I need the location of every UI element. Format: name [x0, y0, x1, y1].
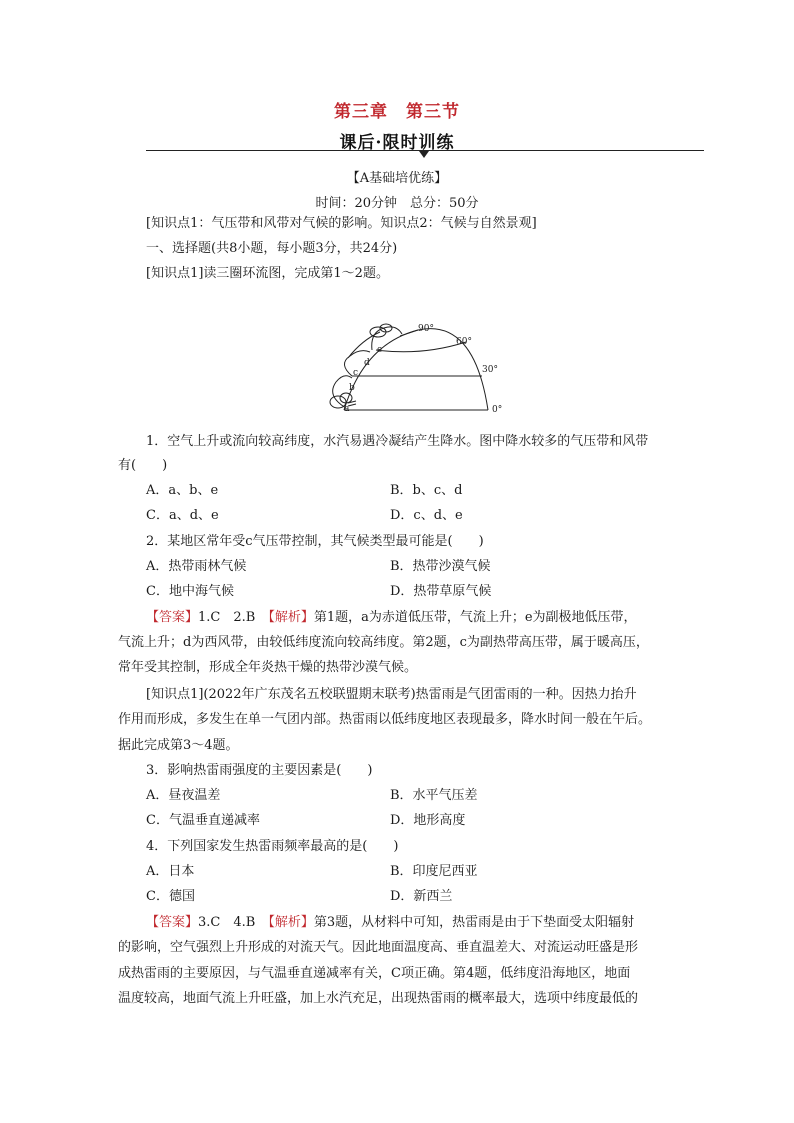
- point-label-d: d: [364, 358, 370, 368]
- point-label-e: e: [377, 345, 383, 355]
- point-label-b: b: [349, 383, 355, 393]
- analysis-3-4-line4: 温度较高，地面气流上升旺盛，加上水汽充足，出现热雷雨的概率最大，选项中纬度最低的: [118, 991, 639, 1006]
- analysis-3-4-line3: 成热雷雨的主要原因，与气温垂直递减率有关，C项正确。第4题，低纬度沿海地区，地面: [118, 966, 631, 981]
- group2-line2: 作用而形成，多发生在单一气团内部。热雷雨以低纬度地区表现最多，降水时间一般在午后。: [118, 712, 652, 727]
- analysis-text: 第1题，a为赤道低压带，气流上升；e为副极地低压带，: [313, 610, 637, 625]
- answer-block-3-4: [146, 913, 634, 933]
- exercise-subtitle: 课后·限时训练: [339, 133, 455, 153]
- q4-option-a: A．日本: [146, 864, 195, 879]
- q3-option-d: D．地形高度: [390, 813, 466, 828]
- analysis-3-4-line2: 的影响，空气强烈上升形成的对流天气。因此地面温度高、垂直温差大、对流运动旺盛是形: [118, 940, 639, 955]
- q1-option-d: D．c、d、e: [390, 508, 463, 523]
- group1-lead: [知识点1]读三圈环流图，完成第1～2题。: [146, 266, 389, 281]
- answer-tag: 【答案】: [146, 610, 199, 625]
- analysis-1-2-line2: 气流上升；d为西风带，由较低纬度流向较高纬度。第2题，c为副热带高压带，属于暖高压，: [118, 635, 649, 650]
- time-score-line: 时间：20分钟 总分：50分: [315, 196, 479, 211]
- analysis-1-2-line3: 常年受其控制，形成全年炎热干燥的热带沙漠气候。: [118, 660, 418, 675]
- knowledge-points: [知识点1：气压带和风带对气候的影响。知识点2：气候与自然景观]: [146, 216, 537, 231]
- q2-option-c: C．地中海气候: [146, 584, 234, 599]
- q1-option-b: B．b、c、d: [390, 483, 463, 498]
- q1-option-c: C．a、d、e: [146, 508, 219, 523]
- group2-line3: 据此完成第3～4题。: [118, 738, 239, 753]
- q1-stem-line1: 1．空气上升或流向较高纬度，水汽易遇冷凝结产生降水。图中降水较多的气压带和风带: [146, 434, 649, 449]
- q2-option-b: B．热带沙漠气候: [390, 559, 491, 574]
- q2-stem: 2．某地区常年受c气压带控制，其气候类型最可能是( ): [146, 534, 484, 549]
- question-type-heading: 一、选择题(共8小题，每小题3分，共24分): [146, 241, 398, 256]
- analysis-text: 第3题，从材料中可知，热雷雨是由于下垫面受太阳辐射: [313, 915, 635, 930]
- q1-option-a: A．a、b、e: [146, 483, 219, 498]
- point-label-a: a: [344, 404, 350, 414]
- header-rule-marker: [419, 151, 429, 158]
- q3-option-a: A．昼夜温差: [146, 788, 221, 803]
- section-heading: 【A基础培优练】: [346, 171, 448, 186]
- q3-stem: 3．影响热雷雨强度的主要因素是( ): [146, 763, 373, 778]
- answer-tag: 【答案】: [146, 915, 199, 930]
- analysis-tag: 【解析】: [268, 610, 314, 625]
- q3-option-b: B．水平气压差: [390, 788, 478, 803]
- three-cell-circulation-diagram: [322, 318, 522, 422]
- answer-values: 1.C 2.B: [198, 610, 269, 625]
- lat-label-60: 60°: [456, 337, 472, 347]
- answer-block-1-2: [146, 608, 637, 628]
- q4-stem: 4．下列国家发生热雷雨频率最高的是( ): [146, 839, 399, 854]
- q3-option-c: C．气温垂直递减率: [146, 813, 260, 828]
- lat-label-0: 0°: [492, 405, 503, 415]
- q4-option-d: D．新西兰: [390, 889, 453, 904]
- group2-line1: [知识点1](2022年广东茂名五校联盟期末联考)热雷雨是气团雷雨的一种。因热力抬升: [146, 687, 637, 702]
- q1-stem-line2: 有( ): [118, 458, 168, 473]
- lat-label-30: 30°: [482, 365, 498, 375]
- q4-option-b: B．印度尼西亚: [390, 864, 478, 879]
- analysis-tag: 【解析】: [268, 915, 314, 930]
- q2-option-a: A．热带雨林气候: [146, 559, 247, 574]
- point-label-c: c: [353, 368, 359, 378]
- q4-option-c: C．德国: [146, 889, 195, 904]
- q2-option-d: D．热带草原气候: [390, 584, 492, 599]
- chapter-title: 第三章 第三节: [334, 102, 460, 122]
- lat-label-90: 90°: [418, 324, 434, 334]
- answer-values: 3.C 4.B: [198, 915, 269, 930]
